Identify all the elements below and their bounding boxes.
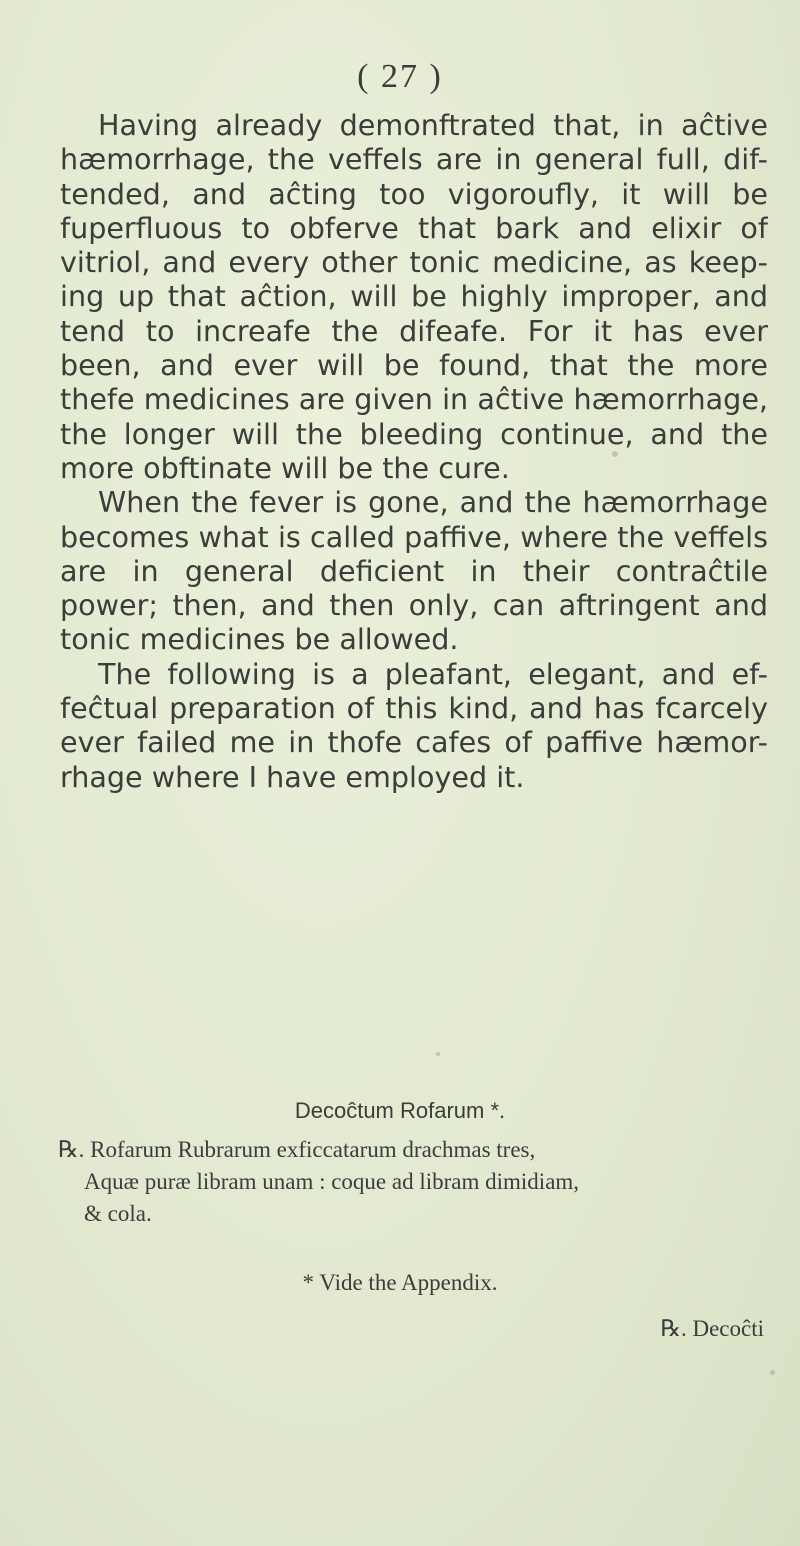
text-line: Having already demonftrated that, in aĉtive	[98, 108, 768, 142]
body-text	[60, 108, 768, 794]
recipe-line: & cola.	[84, 1201, 152, 1226]
text-line: ever failed me in thofe cafes of paffive hæmor-	[60, 725, 768, 760]
text-line: ing up that aĉtion, will be highly improper, and	[60, 279, 768, 314]
text-line: thefe medicines are given in aĉtive hæmorrhage,	[60, 382, 768, 417]
text-line: tended, and aĉting too vigoroufly, it will be	[60, 176, 768, 211]
recipe-line: ℞. Rofarum Rubrarum exficcatarum drachmas tres,	[58, 1137, 536, 1162]
recipe-title: Decoĉtum Rofarum *.	[294, 1098, 506, 1123]
paper-speck	[612, 451, 618, 457]
text-line: power; then, and then only, can aftringent and	[60, 588, 768, 623]
footnote: * Vide the Appendix.	[302, 1270, 498, 1295]
recipe-body	[58, 1134, 768, 1230]
text-line: becomes what is called paffive, where the veffels	[60, 519, 768, 554]
paper-speck	[770, 1370, 775, 1375]
recipe-line: Aquæ puræ libram unam : coque ad libram dimidiam,	[84, 1169, 580, 1194]
text-line: The following is a pleafant, elegant, and ef-	[98, 656, 768, 691]
paragraph-1	[60, 108, 768, 485]
text-line: vitriol, and every other tonic medicine, as keep-	[60, 245, 768, 280]
paragraph-3	[60, 657, 768, 794]
catchword: ℞. Decoĉti	[660, 1316, 764, 1341]
text-line: hæmorrhage, the veffels are in general full, dif-	[60, 142, 768, 177]
paragraph-2	[60, 485, 768, 656]
text-line: the longer will the bleeding continue, and the	[60, 416, 768, 451]
text-line: been, and ever will be found, that the more	[60, 348, 768, 383]
paper-speck	[436, 1052, 440, 1056]
page-number: ( 27 )	[357, 58, 443, 95]
text-line: rhage where I have employed it.	[60, 759, 525, 794]
text-line: are in general deficient in their contraĉtile	[60, 553, 768, 588]
text-line: When the fever is gone, and the hæmorrhage	[98, 485, 768, 520]
text-line: fuperfluous to obferve that bark and elixir of	[60, 210, 768, 245]
text-line: feĉtual preparation of this kind, and has fcarcely	[60, 691, 768, 726]
text-line: tend to increafe the difeafe. For it has ever	[60, 313, 768, 348]
text-line: tonic medicines be allowed.	[60, 622, 459, 657]
text-line: more obftinate will be the cure.	[60, 450, 510, 485]
